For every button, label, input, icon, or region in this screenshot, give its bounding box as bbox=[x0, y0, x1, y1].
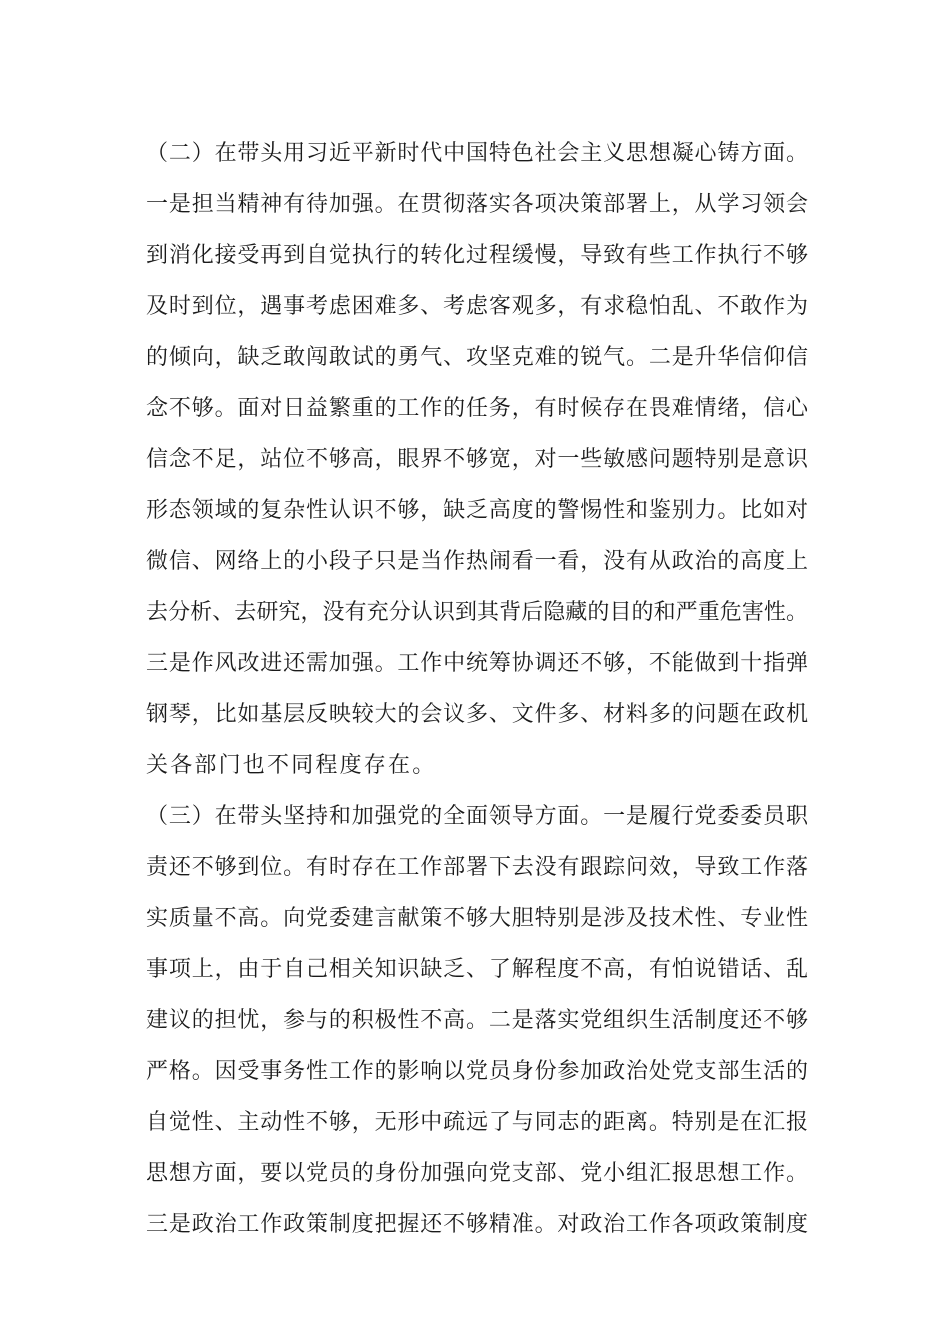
text-line: 关各部门也不同程度存在。 bbox=[146, 753, 437, 778]
text-line: 一是担当精神有待加强。在贯彻落实各项决策部署上，从学习领会 bbox=[146, 192, 808, 217]
text-line: 微信、网络上的小段子只是当作热闹看一看，没有从政治的高度上 bbox=[146, 549, 808, 574]
text-line: 及时到位，遇事考虑困难多、考虑客观多，有求稳怕乱、不敢作为 bbox=[146, 294, 808, 319]
text-line: 实质量不高。向党委建言献策不够大胆特别是涉及技术性、专业性 bbox=[146, 906, 808, 931]
text-line: 责还不够到位。有时存在工作部署下去没有跟踪问效，导致工作落 bbox=[146, 855, 808, 880]
text-line: 严格。因受事务性工作的影响以党员身份参加政治处党支部生活的 bbox=[146, 1059, 808, 1084]
text-line: 自觉性、主动性不够，无形中疏远了与同志的距离。特别是在汇报 bbox=[146, 1110, 808, 1135]
text-line: 钢琴，比如基层反映较大的会议多、文件多、材料多的问题在政机 bbox=[146, 702, 808, 727]
text-line: 三是作风改进还需加强。工作中统筹协调还不够，不能做到十指弹 bbox=[146, 651, 808, 676]
text-line: 信念不足，站位不够高，眼界不够宽，对一些敏感问题特别是意识 bbox=[146, 447, 808, 472]
text-line: 形态领域的复杂性认识不够，缺乏高度的警惕性和鉴别力。比如对 bbox=[146, 498, 808, 523]
text-line: 建议的担忧，参与的积极性不高。二是落实党组织生活制度还不够 bbox=[146, 1008, 808, 1033]
text-line: 到消化接受再到自觉执行的转化过程缓慢，导致有些工作执行不够 bbox=[146, 243, 808, 268]
text-line: 思想方面，要以党员的身份加强向党支部、党小组汇报思想工作。 bbox=[146, 1161, 808, 1186]
text-line: 的倾向，缺乏敢闯敢试的勇气、攻坚克难的锐气。二是升华信仰信 bbox=[146, 345, 808, 370]
body-text bbox=[146, 128, 808, 1250]
text-line: （二）在带头用习近平新时代中国特色社会主义思想凝心铸方面。 bbox=[146, 141, 808, 166]
text-line: 三是政治工作政策制度把握还不够精准。对政治工作各项政策制度 bbox=[146, 1212, 808, 1237]
text-line: 去分析、去研究，没有充分认识到其背后隐藏的目的和严重危害性。 bbox=[146, 600, 808, 625]
text-line: 事项上，由于自己相关知识缺乏、了解程度不高，有怕说错话、乱 bbox=[146, 957, 808, 982]
text-line: 念不够。面对日益繁重的工作的任务，有时候存在畏难情绪，信心 bbox=[146, 396, 808, 421]
text-line: （三）在带头坚持和加强党的全面领导方面。一是履行党委委员职 bbox=[146, 804, 808, 829]
